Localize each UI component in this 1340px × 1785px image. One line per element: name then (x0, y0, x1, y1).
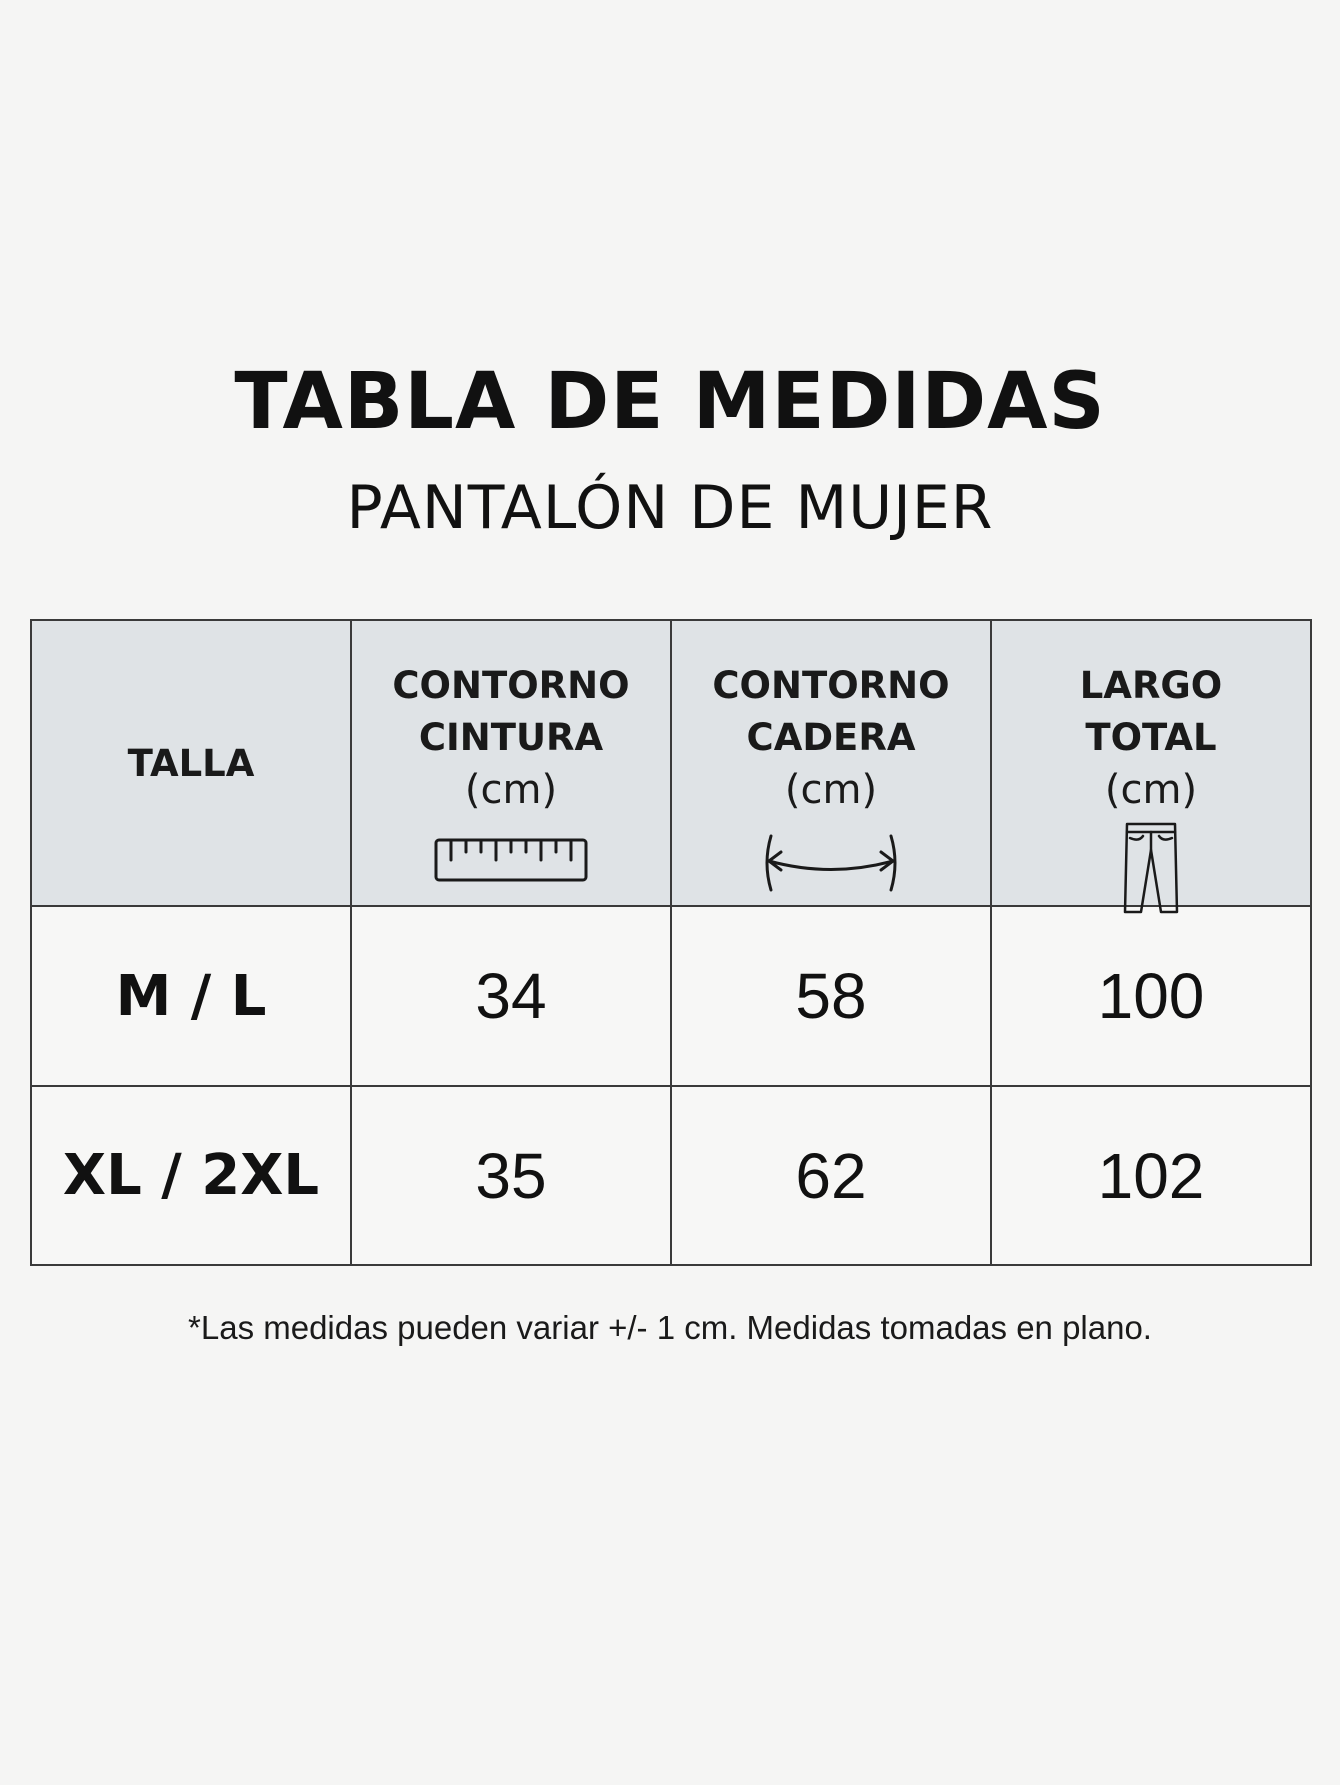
page-title: TABLA DE MEDIDAS (234, 357, 1106, 447)
table-header (31, 620, 1311, 906)
largo-cell: 100 (991, 906, 1311, 1086)
footnote: *Las medidas pueden variar +/- 1 cm. Medidas tomadas en plano. (188, 1309, 1152, 1346)
header-cadera-line-2: CADERA (746, 716, 916, 759)
cadera-cell: 58 (671, 906, 991, 1086)
header-cadera-line-1: CONTORNO (712, 664, 950, 707)
header-talla (31, 620, 351, 906)
hip-measure-icon (761, 828, 901, 898)
header-cintura (351, 620, 671, 906)
table-row (31, 1086, 1311, 1265)
header-cintura-unit: (cm) (464, 767, 558, 813)
header-cadera (671, 620, 991, 906)
header-largo-unit: (cm) (1104, 767, 1198, 813)
header-talla-label: TALLA (127, 741, 255, 785)
cadera-cell: 62 (671, 1086, 991, 1265)
header-largo-line-1: LARGO (1079, 664, 1223, 707)
header-largo (991, 620, 1311, 906)
table-row (31, 906, 1311, 1086)
header-cintura-line-2: CINTURA (418, 716, 604, 759)
size-cell: XL / 2XL (31, 1086, 351, 1265)
header-cintura-line-1: CONTORNO (392, 664, 630, 707)
largo-cell: 102 (991, 1086, 1311, 1265)
size-table (30, 619, 1312, 1266)
ruler-icon (434, 828, 588, 892)
page-subtitle: PANTALÓN DE MUJER (346, 473, 994, 543)
header-cadera-unit: (cm) (784, 767, 878, 813)
size-cell: M / L (31, 906, 351, 1086)
pants-icon (1121, 828, 1181, 908)
cintura-cell: 35 (351, 1086, 671, 1265)
header-largo-line-2: TOTAL (1085, 716, 1217, 759)
cintura-cell: 34 (351, 906, 671, 1086)
